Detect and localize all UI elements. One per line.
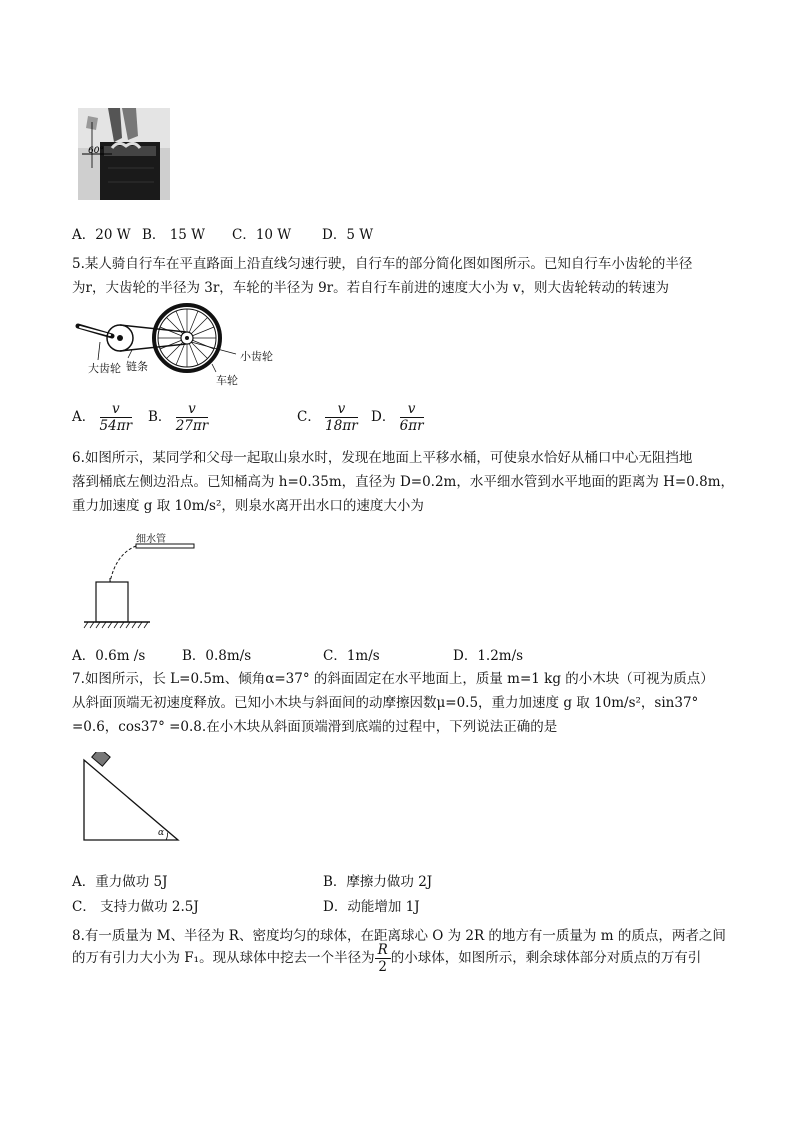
q6-stem-line-1: 6.如图所示，某同学和父母一起取山泉水时，发现在地面上平移水桶，可使泉水恰好从桶口中心无阻挡地 [72,450,693,466]
q4-option-c: C．10 W [232,227,292,243]
q7-stem-line-3: =0.6，cos37° =0.8.在小木块从斜面顶端滑到底端的过程中，下列说法正确的是 [72,719,558,735]
q4-angle-label: 60° [88,146,104,156]
q4-option-d: D．5 W [322,227,374,243]
q5-option-c: C． $\frac{v}{18\pi r}$ [297,401,358,434]
q4-option-a: A．20 W [72,227,131,243]
q4-option-b: B． 15 W [142,227,206,243]
q8-fraction: $\frac{R}{2}$ [375,942,391,975]
q5-bicycle-figure [72,298,292,388]
q5-label-big-gear: 大齿轮 [88,362,121,375]
q7-option-c: C． 支持力做功 2.5J [72,899,199,915]
q7-option-b: B．摩擦力做功 2J [323,874,433,890]
q7-option-d: D．动能增加 1J [323,899,420,915]
q6-stem-line-2: 落到桶底左侧边沿点。已知桶高为 h=0.35m，直径为 D=0.2m，水平细水管到水平地面的距离为 H=0.8m， [72,474,734,490]
q6-bucket-figure [80,528,210,638]
q5-option-d: D． $\frac{v}{6\pi r}$ [371,401,424,434]
q5-option-a: A． $\frac{v}{54\pi r}$ [72,401,133,434]
q5-label-chain: 链条 [126,360,148,373]
q7-stem-line-2: 从斜面顶端无初速度释放。已知小木块与斜面间的动摩擦因数μ=0.5，重力加速度 g 取 10m/s²，sin37° [72,695,699,711]
q7-option-a: A．重力做功 5J [72,874,168,890]
q7-angle-label: α [158,828,165,838]
q8-stem-line-1: 8.有一质量为 M、半径为 R、密度均匀的球体，在距离球心 O 为 2R 的地方有一质量为 m 的质点，两者之间 [72,928,726,944]
q7-stem-line-1: 7.如图所示，长 L=0.5m、倾角α=37° 的斜面固定在水平地面上，质量 m=1 kg 的小木块（可视为质点） [72,671,714,687]
q6-option-c: C．1m/s [323,648,380,664]
q8-stem-line-2: 的万有引力大小为 F₁。现从球体中挖去一个半径为 $\frac{R}{2}$ 的小球体，如图所示，剩余球体部分对质点的万有引 [72,942,702,975]
q6-option-a: A．0.6m /s [72,648,146,664]
q6-option-d: D．1.2m/s [453,648,524,664]
q5-stem-line-2: 为r，大齿轮的半径为 3r，车轮的半径为 9r。若自行车前进的速度大小为 v，则大齿轮转动的转速为 [72,280,670,296]
q7-incline-figure [78,752,188,847]
q4-photo [78,108,170,200]
q6-option-b: B．0.8m/s [182,648,252,664]
q5-label-wheel: 车轮 [216,374,238,387]
q5-option-b: B． $\frac{v}{27\pi r}$ [148,401,209,434]
q5-stem-line-1: 5.某人骑自行车在平直路面上沿直线匀速行驶，自行车的部分简化图如图所示。已知自行车小齿轮的半径 [72,256,693,272]
q6-stem-line-3: 重力加速度 g 取 10m/s²，则泉水离开出水口的速度大小为 [72,498,424,514]
q6-pipe-label: 细水管 [136,534,166,545]
q5-label-small-gear: 小齿轮 [240,350,273,363]
